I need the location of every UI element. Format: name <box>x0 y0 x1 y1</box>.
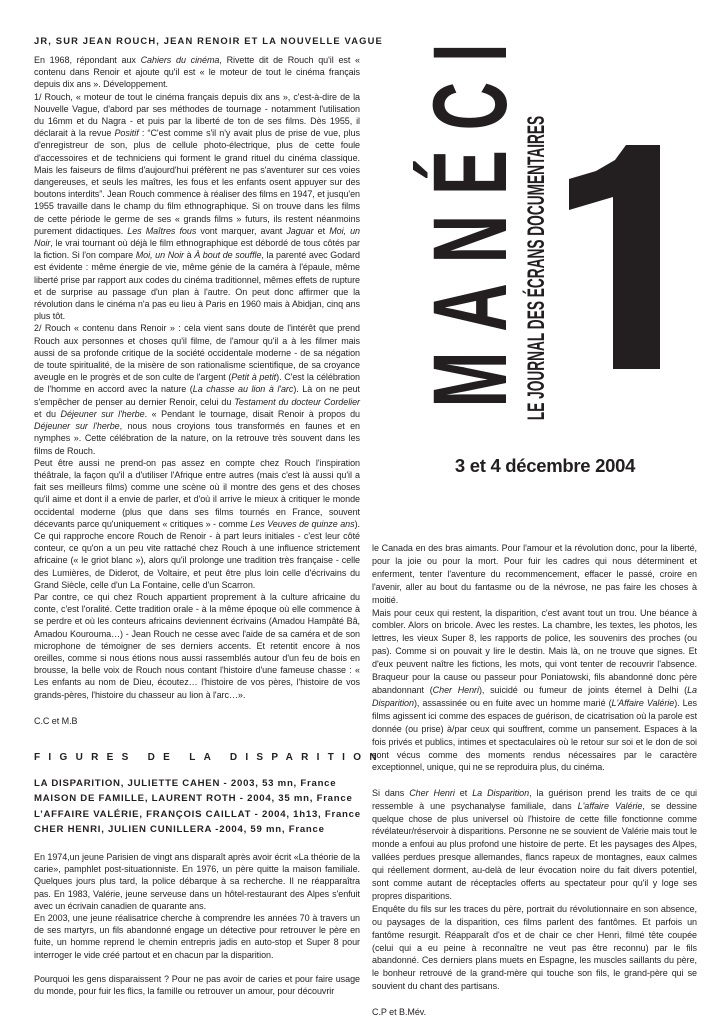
masthead-subtitle: LE JOURNAL DES ÉCRANS DOCUMENTAIRES <box>523 115 550 421</box>
text-run: Mais pour ceux qui restent, la disparition, c'est avant tout un trou. Une béance à combler. Alors on bricole. Avec les restes. La chambre, les textes, les photos, les lettres, les vieux Super 8, les rapports de police, les souvenirs des proches (ou pas). Comme si on pouvait y lire le destin. Mais là, on ne trouve que signes. Et d'eux peuvent naître les fictions, les mots, qui vont tenter de recouvrir l'absence. Braqueur pour la cause ou passeur pour Poniatowski, fils abandonné donc père abandonnant ( <box>372 607 697 695</box>
text-run: et <box>454 787 473 798</box>
film-list-item: L’AFFAIRE VALÉRIE, FRANÇOIS CAILLAT - 2004, 1h13, France <box>34 808 361 820</box>
article-body-disparition-intro <box>34 851 360 998</box>
text-run: 1/ Rouch, « moteur de tout le cinéma français depuis dix ans », c'est-à-dire de la Nouvelle Vague, d'abord par ses méthodes de tournage - notamment l'utilisation du 16mm et du Nagra - et puis par la liberté de ton de ses films. Dès 1955, il déclarait à la revue <box>34 91 360 139</box>
title-italic: Déjeuner sur l'herbe <box>60 408 145 419</box>
text-run: , la parenté avec Godard est évidente : même énergie de vie, même génie de la caméra à l'épaule, même liberté prise par rapport aux codes du cinéma traditionnel, mêmes effets de rupture et de surprise au passage d'un plan à l'autre. On peut donc affirmer que la révolution dans le cinéma n'a pas eu lieu à Paris en 1960 mais à Abidjan, cinq ans plus tôt. <box>34 250 360 322</box>
text-run: le Canada en des bras aimants. Pour l'amour et la révolution donc, pour la liberté, pour la joie ou pour la mort. Pour fuir les cadres qui nous déterminent et enferment, tenter l'aventure du recommencement, effacer le passé, croire en l'avenir, aller au bout du fantasme ou de la névrose, ne pas faire les choses à moitié. <box>372 543 697 605</box>
text-run: ), assassinée ou en fuite avec un homme marié ( <box>413 697 612 708</box>
text-run: En 1968, répondant aux <box>34 55 141 65</box>
text-run: ), suicidé ou fumeur de joints éternel à Delhi ( <box>478 684 688 695</box>
text-run: En 2003, une jeune réalisatrice cherche à comprendre les années 70 à travers un de ses martyrs, un fils abandonné engage un détective pour retrouver le père en fuite, un homme reprend le chemin entrepris jadis en auto-stop et Super 8 pour interroger le vide créé partout et en chacun par la disparition. <box>34 913 360 960</box>
title-italic: La Disparition <box>372 684 697 708</box>
paragraph <box>34 851 360 912</box>
title-italic: Petit à petit <box>231 372 277 383</box>
text-run: Si dans <box>372 787 410 798</box>
text-run: Pourquoi les gens disparaissent ? Pour ne pas avoir de caries et pour faire usage du monde, pour fuir les flics, la famille ou retrouver un amour, pour découvrir <box>34 974 360 997</box>
text-run: Peut être aussi ne prend-on pas assez en compte chez Rouch l'inspiration théâtrale, la façon qu'il a d'utiliser l'Afrique entre autres (mais c'est là aussi qu'il a fait ses meilleurs films) comme une scène où il montre des gens et des choses qu'il aime et dont il a envie de parler, et d'où il arrive le mieux à critiquer le monde occidental moderne (plus que dans ses films tournés en France, souvent décevants parce qu'uniquement « critiques » - comme <box>34 457 360 529</box>
title-italic: Cher Henri <box>432 684 479 695</box>
paragraph <box>34 54 360 91</box>
paragraph <box>372 903 697 993</box>
article-paragraphs <box>34 54 360 701</box>
paragraph <box>34 91 360 323</box>
article-signature: C.C et M.B <box>34 715 78 726</box>
title-italic: Cahiers du cinéma <box>140 55 220 65</box>
paragraph <box>34 591 360 701</box>
title-italic: La Disparition <box>472 787 530 798</box>
paragraph <box>34 973 360 997</box>
film-list-item: MAISON DE FAMILLE, LAURENT ROTH - 2004, 35 mn, France <box>34 793 353 805</box>
film-list-item: CHER HENRI, JULIEN CUNILLERA -2004, 59 mn, France <box>34 824 325 836</box>
title-italic: Les Maîtres fous <box>127 225 197 236</box>
text-run: . « Pendant le tournage, disait Renoir à propos du <box>144 408 361 419</box>
title-italic: Testament du docteur Cordelier <box>234 396 360 407</box>
text-run: ). C'est la célébration de l'homme en accord avec la nature ( <box>34 372 360 395</box>
text-run: En 1974,un jeune Parisien de vingt ans disparaît après avoir écrit «La théorie de la carie», pamphlet post-situationniste. En 1976, un père quitte la maison familiale. Quelques jours plus tard, la police débarque à sa recherche. Il ne réapparaîtra pas. En 1983, Valérie, jeune serveuse dans un hôtel-restaurant des Alpes s'enfuit avec un écrivain canadien de quarante ans. <box>34 852 360 911</box>
paragraph <box>372 607 697 775</box>
article-body-rouch <box>34 54 360 727</box>
text-run: , la guérison prend les traits de ce qui ressemble à une psychanalyse familiale, dans <box>372 787 697 811</box>
article-paragraphs <box>372 542 697 993</box>
text-run: vont marquer, avant <box>196 225 287 236</box>
paragraph <box>372 542 697 607</box>
title-italic: L'affaire Valérie <box>577 800 643 811</box>
text-run: Enquête du fils sur les traces du père, portrait du révolutionnaire en son absence, ou paysages de la disparition, ces films parlent des fantômes. Et parfois un fantôme resurgit. Réapparaît d'os et de chair ce cher Henri, filmé tête coupée (celui qui a eu peine à reconnaître ne veut pas être reconnu) par le fils abandonné. Ces derniers plans muets en Espagne, les muscles saillants du père, le bonheur retrouvé de la grand-mère qui touche son fils, le grand-père qui se souvient du chant des partisans. <box>372 903 697 992</box>
text-run: à <box>184 250 195 261</box>
article-paragraphs <box>34 851 360 998</box>
issue-date: 3 et 4 décembre 2004 <box>454 455 636 476</box>
title-italic: Cher Henri <box>409 787 455 798</box>
text-run: Par contre, ce qui chez Rouch appartient proprement à la culture africaine du conte, c'est l'oralité. Cette tradition orale - à la même époque où elle commence à se perdre et où les conteurs africains deviennent écrivains (Amadou Hampâté Bâ, Amadou Kourouma…) - Jean Rouch ne cesse avec l'aide de sa caméra et de son microphone de témoigner de ses derniers accents. Et retentit encore à nos oreilles, comme si nous étions nous aussi rassemblés autour d'un feu de bois en brousse, la belle voix de Rouch nous contant l'histoire d'une fameuse chasse : « Les enfants au nom de Dieu, écoutez… l'histoire de vos pères, l'histoire de vos grands-pères, l'histoire du chasseur au lion à l'arc…». <box>34 591 360 700</box>
text-run: 2/ Rouch « contenu dans Renoir » : cela vient sans doute de l'intérêt que prend Rouch aux personnes et choses qu'il filme, de l'amour qu'il a à les filmer mais aussi de sa profonde critique de la société occidentale moderne - de sa négation de toute spiritualité, de la misère de son rationalisme scientifique, de sa croyance aveugle en le progrès et de son culte de l'argent ( <box>34 323 360 383</box>
title-italic: À bout de souffle <box>194 250 262 261</box>
paragraph <box>34 457 360 591</box>
title-italic: Déjeuner sur l'herbe <box>34 421 120 432</box>
text-run: ). Là on ne peut s'empêcher de penser au dernier Renoir, celui du <box>34 384 361 407</box>
title-italic: L'Affaire Valérie <box>611 697 675 708</box>
article-heading-rouch: JR, SUR JEAN ROUCH, JEAN RENOIR ET LA NOUVELLE VAGUE <box>34 35 383 46</box>
masthead-title: MANÉCI <box>412 23 529 408</box>
text-run: ). Ce qui rapproche encore Rouch de Renoir - à part leurs initiales - c'est leur côté conteur, ce qu'on a un peu vite rattaché chez Rouch à une influence strictement africaine (« le griot blanc »), alors qu'il prolonge une tradition très française - celle des Lumières, de Diderot, de Voltaire, et peut être plus loin celle d'écrivains du Grand Siècle, celle d'un La Fontaine, celle d'un Scarron. <box>34 518 360 590</box>
article-body-disparition <box>372 542 697 1019</box>
text-run: : “C'est comme s'il n'y avait plus de prise de vue, plus d'enregistreur de son, plus de cellule photo-électrique, plus de cette foule d'accessoires et de techniciens qui forment le grand rituel du cinéma classique. Mais les faiseurs de films d'aujourd'hui préfèrent ne pas s'aventurer sur ces voies dangereuses, et seuls les maîtres, les fous et les enfants osent appuyer sur des boutons interdits”. Jean Rouch commence à réaliser des films en 1947, et jusqu'en 1955 travaille dans le champ du film ethnographique. Si on trouve dans les films de cette période le germe de ses « grands films » futurs, ils restent néanmoins purement didactiques. <box>34 128 360 236</box>
film-list-item: LA DISPARITION, JULIETTE CAHEN - 2003, 53 mn, France <box>34 778 337 789</box>
paragraph <box>34 912 360 961</box>
title-italic: La chasse au lion à l'arc <box>192 384 294 395</box>
title-italic: Moi, un Noir <box>34 225 360 249</box>
text-run: et <box>313 225 330 236</box>
title-italic: Moi, un Noir <box>135 250 184 261</box>
title-italic: Les Veuves de quinze ans <box>250 518 355 529</box>
issue-number-1 <box>569 145 660 369</box>
title-italic: Jaguar <box>286 225 314 236</box>
paragraph <box>372 787 697 903</box>
issue-number-graphic <box>560 140 670 375</box>
text-run: , Rivette dit de Rouch qu'il est « contenu dans Renoir et ajoute qu'il est « le moteur de tout le cinéma français depuis dix ans ». Développement. <box>34 55 360 90</box>
article-signature: C.P et B.Mév. <box>372 1007 427 1018</box>
text-run: et du <box>34 408 61 419</box>
text-run: , nous nous croyions tous transformés en faunes et en nymphes ». Cette célébration de la nature, on la retrouve très souvent dans les films de Rouch. <box>34 421 361 456</box>
text-run: , le vrai tournant où déjà le film ethnographique est débordé de tous côtés par la fiction. Si l'on compare <box>34 238 360 261</box>
film-list <box>34 776 364 838</box>
paragraph <box>34 322 360 456</box>
text-run: , se dessine quelque chose de plus universel où l'histoire de cette fille fonctionne comme révélateur/réservoir à disparitions. Personne ne se souvient de Valérie mais tout le monde a enfoui au plus profond une histoire de perte. Et les paysages des Alpes, vallées perdues presque allemandes, flancs rapeux de montagnes, eaux calmes qui réellement dorment, au-delà de leur évocation noire du fait divers potentiel, sont comme autant de réceptacles offerts au spectateur pour qu'il y loge ses propres disparitions. <box>372 800 697 901</box>
section-heading-figures: FIGURES DE LA DISPARITION <box>34 752 385 763</box>
title-italic: Positif <box>114 128 139 139</box>
text-run: ). Les films agissent ici comme des espaces de guérison, de cicatrisation où la parole est donnée (ou prise) à/par ceux qui souffrent, comme un pansement. Espaces à la fois privés et publics, intimes et spectaculaires où le retour sur soi et le don de soi sont vécus comme des moments rendus nécessaires par le caractère exceptionnel, unique, qui ne se reproduira plus, du cinéma. <box>372 697 698 773</box>
